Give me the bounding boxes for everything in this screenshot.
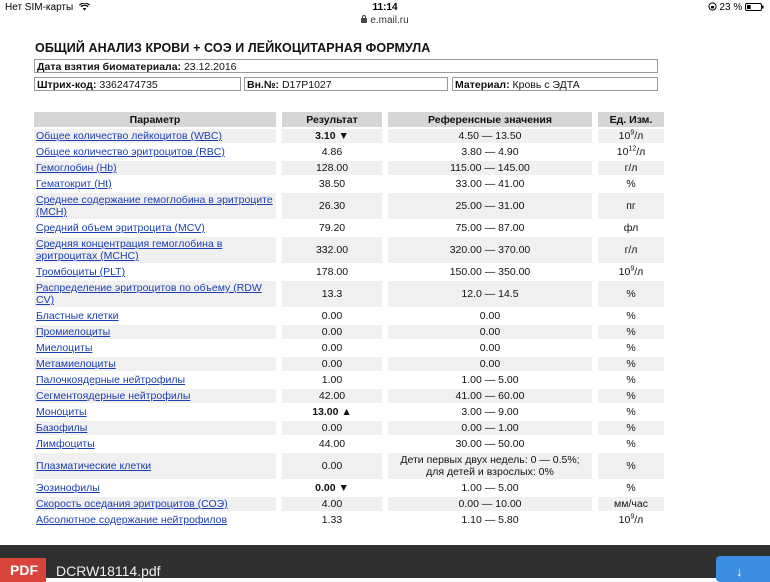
param-link[interactable]: Средняя концентрация гемоглобина в эритроцитах (MCHC) bbox=[36, 238, 223, 262]
unit-base: % bbox=[626, 482, 636, 494]
sample-date-value: 23.12.2016 bbox=[183, 61, 237, 73]
param-link[interactable]: Распределение эритроцитов по объему (RDW CV) bbox=[36, 282, 262, 306]
unit-cell bbox=[592, 281, 664, 307]
param-link[interactable]: Плазматические клетки bbox=[36, 460, 152, 472]
table-header-row bbox=[34, 112, 664, 127]
unit-base: г/л bbox=[624, 162, 638, 174]
table-row bbox=[34, 341, 664, 355]
table-row bbox=[34, 161, 664, 175]
unit-base: % bbox=[626, 460, 636, 472]
param-link[interactable]: Тромбоциты (PLT) bbox=[36, 266, 126, 278]
barcode-label: Штрих-код: bbox=[37, 79, 97, 91]
reference-cell: 30.00 — 50.00 bbox=[382, 437, 592, 451]
unit-cell bbox=[592, 265, 664, 279]
reference-cell: 0.00 bbox=[382, 341, 592, 355]
result-cell: 4.86 bbox=[276, 145, 382, 159]
param-link[interactable]: Гемоглобин (Hb) bbox=[36, 162, 117, 174]
clock: 11:14 bbox=[372, 2, 398, 13]
unit-base: % bbox=[626, 374, 636, 386]
material-field bbox=[452, 77, 658, 91]
unit-cell bbox=[592, 421, 664, 435]
table-row bbox=[34, 309, 664, 323]
download-bar bbox=[0, 545, 770, 578]
unit-base: 10 bbox=[616, 146, 629, 158]
unit-base: г/л bbox=[624, 244, 638, 256]
param-link[interactable]: Моноциты bbox=[36, 406, 87, 418]
unit-exponent: 9 bbox=[630, 513, 635, 521]
status-bar bbox=[0, 0, 770, 16]
battery-percent: 23 % bbox=[719, 2, 743, 13]
result-cell: 0.00 bbox=[276, 325, 382, 339]
unit-cell bbox=[592, 193, 664, 219]
param-cell bbox=[34, 341, 276, 355]
param-cell bbox=[34, 513, 276, 527]
result-cell: 0.00 bbox=[276, 309, 382, 323]
unit-tail: /л bbox=[634, 130, 644, 142]
unit-cell bbox=[592, 497, 664, 511]
result-cell: 26.30 bbox=[276, 193, 382, 219]
unit-cell bbox=[592, 405, 664, 419]
reference-cell: 25.00 — 31.00 bbox=[382, 193, 592, 219]
unit-base: пг bbox=[626, 200, 636, 212]
unit-base: % bbox=[626, 178, 636, 190]
unit-cell bbox=[592, 437, 664, 451]
param-cell bbox=[34, 145, 276, 159]
result-cell: 0.00 bbox=[276, 341, 382, 355]
result-cell: 1.00 bbox=[276, 373, 382, 387]
sample-date-field bbox=[34, 59, 658, 73]
result-cell: 13.00 ▲ bbox=[276, 405, 382, 419]
reference-cell: 3.00 — 9.00 bbox=[382, 405, 592, 419]
unit-cell bbox=[592, 221, 664, 235]
param-link[interactable]: Лимфоциты bbox=[36, 438, 95, 450]
unit-cell bbox=[592, 309, 664, 323]
table-row bbox=[34, 405, 664, 419]
table-row bbox=[34, 357, 664, 371]
param-link[interactable]: Эозинофилы bbox=[36, 482, 100, 494]
param-cell bbox=[34, 437, 276, 451]
page-title: ОБЩИЙ АНАЛИЗ КРОВИ + СОЭ И ЛЕЙКОЦИТАРНАЯ ФОРМУЛА bbox=[35, 41, 431, 55]
param-link[interactable]: Общее количество эритроцитов (RBC) bbox=[36, 146, 225, 158]
param-link[interactable]: Средний объем эритроцита (MCV) bbox=[36, 222, 205, 234]
unit-cell bbox=[592, 325, 664, 339]
table-row bbox=[34, 177, 664, 191]
reference-cell: 12.0 — 14.5 bbox=[382, 281, 592, 307]
param-link[interactable]: Миелоциты bbox=[36, 342, 93, 354]
unit-base: 10 bbox=[618, 514, 631, 526]
param-link[interactable]: Метамиелоциты bbox=[36, 358, 116, 370]
unit-exponent: 9 bbox=[630, 265, 635, 273]
reference-cell: 320.00 — 370.00 bbox=[382, 237, 592, 263]
result-cell: 178.00 bbox=[276, 265, 382, 279]
param-link[interactable]: Среднее содержание гемоглобина в эритроците (MCH) bbox=[36, 194, 273, 218]
result-cell: 42.00 bbox=[276, 389, 382, 403]
unit-base: % bbox=[626, 438, 636, 450]
table-row bbox=[34, 389, 664, 403]
result-cell: 332.00 bbox=[276, 237, 382, 263]
header-unit: Ед. Изм. bbox=[592, 112, 664, 127]
result-cell: 13.3 bbox=[276, 281, 382, 307]
result-cell: 0.00 bbox=[276, 453, 382, 479]
unit-cell bbox=[592, 389, 664, 403]
param-cell bbox=[34, 129, 276, 143]
battery-status bbox=[708, 2, 764, 13]
reference-cell: 33.00 — 41.00 bbox=[382, 177, 592, 191]
param-cell bbox=[34, 421, 276, 435]
result-cell: 4.00 bbox=[276, 497, 382, 511]
table-row bbox=[34, 237, 664, 263]
pdf-icon: PDF bbox=[0, 558, 46, 582]
reference-cell: 1.00 — 5.00 bbox=[382, 481, 592, 495]
param-cell bbox=[34, 481, 276, 495]
unit-base: % bbox=[626, 326, 636, 338]
reference-cell: 1.00 — 5.00 bbox=[382, 373, 592, 387]
result-cell: 0.00 ▼ bbox=[276, 481, 382, 495]
param-cell bbox=[34, 405, 276, 419]
unit-base: 10 bbox=[618, 266, 631, 278]
reference-cell: 75.00 — 87.00 bbox=[382, 221, 592, 235]
param-link[interactable]: Сегментоядерные нейтрофилы bbox=[36, 390, 191, 402]
unit-cell bbox=[592, 357, 664, 371]
param-cell bbox=[34, 357, 276, 371]
table-body bbox=[34, 129, 664, 527]
download-button[interactable] bbox=[716, 556, 770, 582]
orientation-lock-icon bbox=[708, 2, 717, 11]
reference-cell: 0.00 — 10.00 bbox=[382, 497, 592, 511]
unit-cell bbox=[592, 161, 664, 175]
param-cell bbox=[34, 389, 276, 403]
reference-cell: 0.00 bbox=[382, 309, 592, 323]
reference-cell: 41.00 — 60.00 bbox=[382, 389, 592, 403]
param-cell bbox=[34, 309, 276, 323]
result-cell: 0.00 bbox=[276, 357, 382, 371]
table-row bbox=[34, 513, 664, 527]
param-cell bbox=[34, 221, 276, 235]
barcode-value: 3362474735 bbox=[99, 79, 158, 91]
reference-cell: 3.80 — 4.90 bbox=[382, 145, 592, 159]
material-label: Материал: bbox=[455, 79, 510, 91]
param-link[interactable]: Бластные клетки bbox=[36, 310, 119, 322]
result-cell: 0.00 bbox=[276, 421, 382, 435]
reference-cell: 1.10 — 5.80 bbox=[382, 513, 592, 527]
param-cell bbox=[34, 193, 276, 219]
table-row bbox=[34, 437, 664, 451]
reference-cell: 0.00 bbox=[382, 325, 592, 339]
unit-cell bbox=[592, 481, 664, 495]
report-header bbox=[35, 41, 660, 57]
results-table bbox=[34, 110, 664, 529]
param-link[interactable]: Базофилы bbox=[36, 422, 88, 434]
unit-exponent: 9 bbox=[630, 129, 635, 137]
sample-date-label: Дата взятия биоматериала: bbox=[37, 61, 182, 73]
carrier-label: Нет SIM-карты bbox=[5, 2, 74, 13]
result-cell: 1.33 bbox=[276, 513, 382, 527]
param-link[interactable]: Гематокрит (Ht) bbox=[36, 178, 112, 190]
reference-cell: 115.00 — 145.00 bbox=[382, 161, 592, 175]
unit-cell bbox=[592, 513, 664, 527]
reference-cell: Дети первых двух недель: 0 — 0.5%; для детей и взрослых: 0% bbox=[382, 453, 592, 479]
table-row bbox=[34, 497, 664, 511]
barcode-field bbox=[34, 77, 241, 91]
address-bar[interactable] bbox=[0, 15, 770, 27]
unit-cell bbox=[592, 341, 664, 355]
param-link[interactable]: Палочкоядерные нейтрофилы bbox=[36, 374, 186, 386]
unit-base: 10 bbox=[618, 130, 631, 142]
result-cell: 38.50 bbox=[276, 177, 382, 191]
battery-icon bbox=[745, 3, 764, 11]
table-row bbox=[34, 453, 664, 479]
reference-cell: 0.00 bbox=[382, 357, 592, 371]
unit-tail: /л bbox=[636, 146, 646, 158]
ext-number-label: Вн.№: bbox=[247, 79, 280, 91]
table-row bbox=[34, 221, 664, 235]
reference-cell: 0.00 — 1.00 bbox=[382, 421, 592, 435]
lock-icon bbox=[361, 18, 367, 23]
unit-cell bbox=[592, 453, 664, 479]
table-row bbox=[34, 325, 664, 339]
unit-base: % bbox=[626, 422, 636, 434]
table-row bbox=[34, 421, 664, 435]
table-row bbox=[34, 193, 664, 219]
param-link[interactable]: Промиелоциты bbox=[36, 326, 111, 338]
unit-cell bbox=[592, 129, 664, 143]
result-cell: 79.20 bbox=[276, 221, 382, 235]
param-cell bbox=[34, 325, 276, 339]
param-link[interactable]: Общее количество лейкоцитов (WBC) bbox=[36, 130, 222, 142]
material-value: Кровь с ЭДТА bbox=[512, 79, 580, 91]
header-result: Результат bbox=[276, 112, 382, 127]
param-cell bbox=[34, 265, 276, 279]
reference-cell: 150.00 — 350.00 bbox=[382, 265, 592, 279]
table-row bbox=[34, 373, 664, 387]
unit-base: % bbox=[626, 406, 636, 418]
result-cell: 128.00 bbox=[276, 161, 382, 175]
param-cell bbox=[34, 161, 276, 175]
download-file-name[interactable]: DCRW18114.pdf bbox=[56, 563, 161, 579]
unit-base: % bbox=[626, 342, 636, 354]
unit-exponent: 12 bbox=[628, 145, 637, 153]
param-cell bbox=[34, 497, 276, 511]
unit-base: % bbox=[626, 288, 636, 300]
table-row bbox=[34, 265, 664, 279]
reference-cell: 4.50 — 13.50 bbox=[382, 129, 592, 143]
unit-base: мм/час bbox=[614, 498, 648, 510]
header-reference: Референсные значения bbox=[382, 112, 592, 127]
param-link[interactable]: Скорость оседания эритроцитов (СОЭ) bbox=[36, 498, 228, 510]
unit-base: фл bbox=[623, 222, 639, 234]
unit-cell bbox=[592, 177, 664, 191]
unit-cell bbox=[592, 237, 664, 263]
url-text: e.mail.ru bbox=[370, 15, 409, 26]
table-row bbox=[34, 129, 664, 143]
unit-base: % bbox=[626, 358, 636, 370]
unit-base: % bbox=[626, 310, 636, 322]
table-row bbox=[34, 281, 664, 307]
param-cell bbox=[34, 373, 276, 387]
table-row bbox=[34, 145, 664, 159]
unit-cell bbox=[592, 373, 664, 387]
unit-cell bbox=[592, 145, 664, 159]
table-row bbox=[34, 481, 664, 495]
ext-number-value: D17P1027 bbox=[281, 79, 332, 91]
result-cell: 44.00 bbox=[276, 437, 382, 451]
unit-tail: /л bbox=[634, 266, 644, 278]
param-cell bbox=[34, 453, 276, 479]
unit-base: % bbox=[626, 390, 636, 402]
header-param: Параметр bbox=[34, 112, 276, 127]
param-cell bbox=[34, 281, 276, 307]
param-link[interactable]: Абсолютное содержание нейтрофилов bbox=[36, 514, 228, 526]
param-cell bbox=[34, 177, 276, 191]
param-cell bbox=[34, 237, 276, 263]
download-icon: ↓ bbox=[736, 564, 743, 579]
unit-tail: /л bbox=[634, 514, 644, 526]
result-cell: 3.10 ▼ bbox=[276, 129, 382, 143]
ext-number-field bbox=[244, 77, 448, 91]
